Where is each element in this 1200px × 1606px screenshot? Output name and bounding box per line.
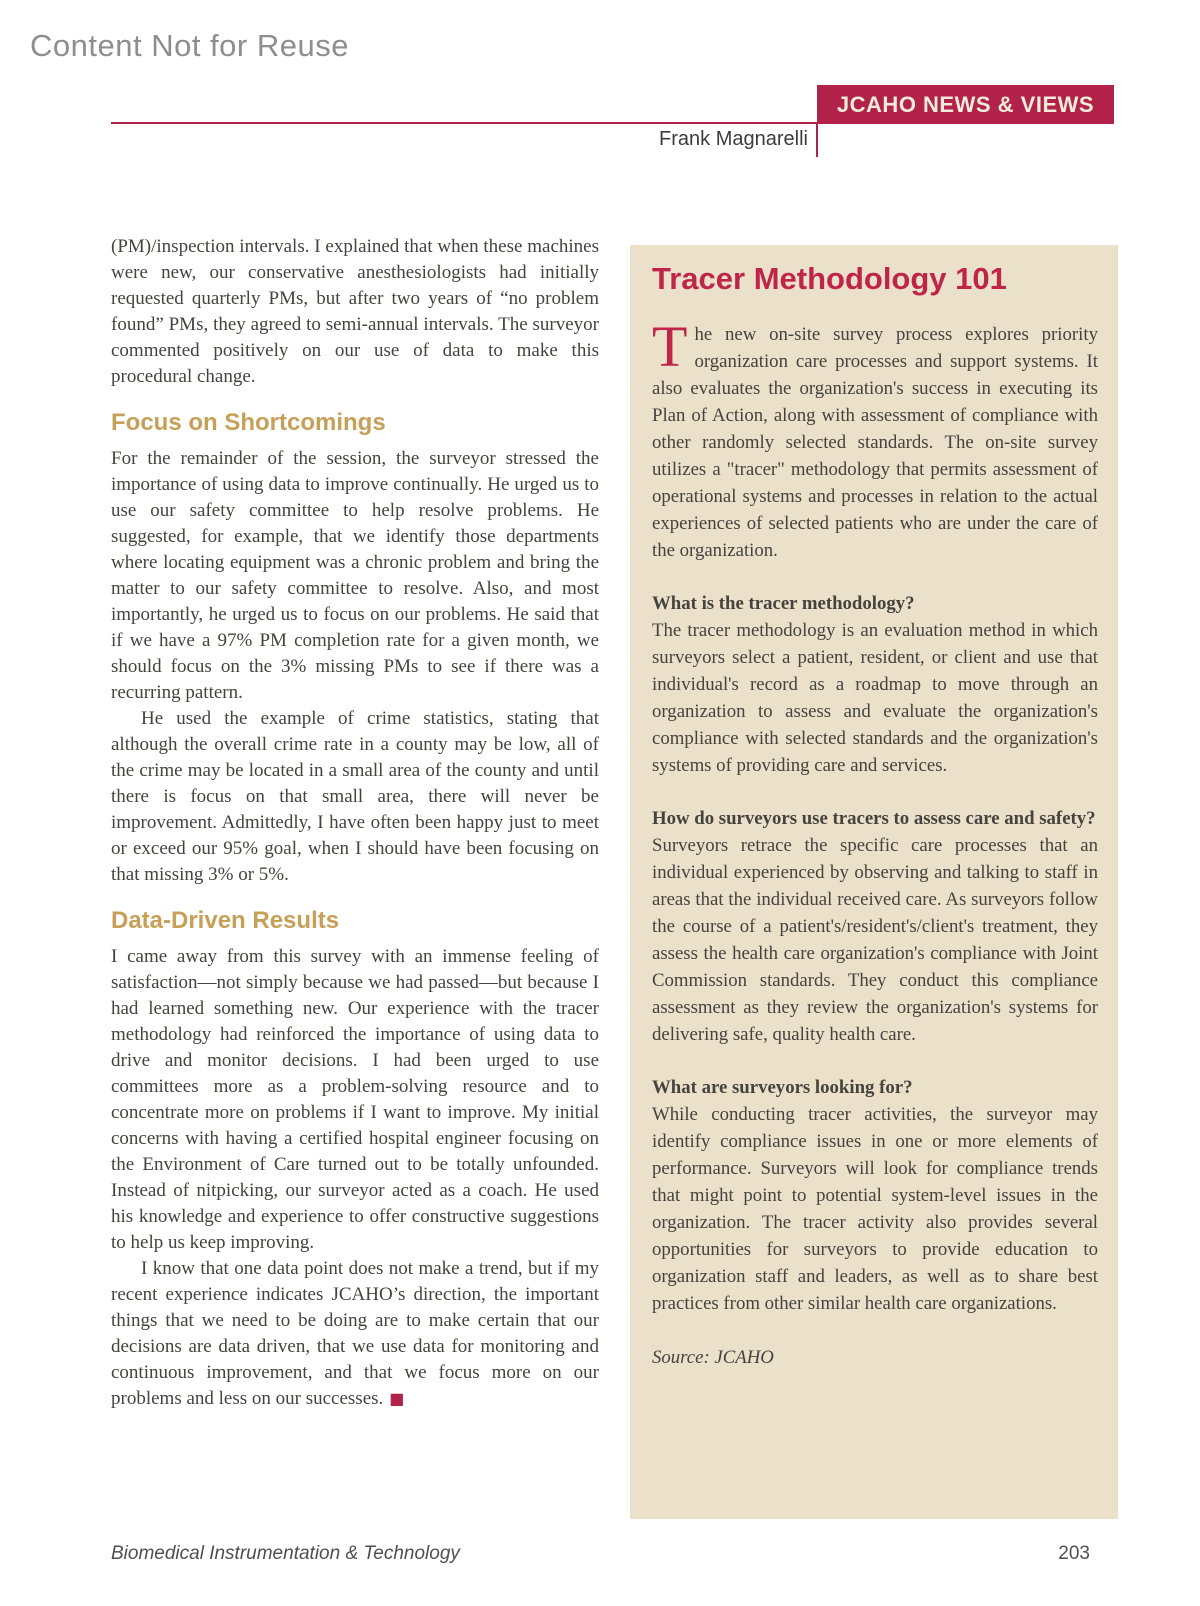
section-banner: JCAHO NEWS & VIEWS: [817, 85, 1114, 124]
heading-focus-on-shortcomings: Focus on Shortcomings: [111, 409, 386, 436]
sidebar-question-3: What are surveyors looking for?: [652, 1077, 913, 1098]
tracer-methodology-sidebar: [630, 245, 1118, 1519]
sidebar-title: Tracer Methodology 101: [652, 261, 1007, 296]
sidebar-question-1: What is the tracer methodology?: [652, 593, 915, 614]
sidebar-answer-2: Surveyors retrace the specific care processes that an individual experienced by observing and talking to staff in areas that the individual received care. As surveyors follow the course of a patient's/resident's/client's treatment, they assess the health care organization's compliance with Joint Commission standards. They conduct this compliance assessment as they review the organization's systems for delivering safe, quality health care.: [652, 835, 1098, 1045]
content-not-for-reuse-watermark: Content Not for Reuse: [30, 28, 349, 63]
drop-cap: T: [652, 314, 688, 379]
sidebar-answer-3: While conducting tracer activities, the surveyor may identify compliance issues in one or more elements of performance. Surveyors will look for compliance trends that might point to potential system-level issues in the organization. The tracer activity also provides several opportunities for surveyors to provide education to organization staff and leaders, as well as to share best practices from other similar health care organizations.: [652, 1104, 1098, 1314]
header-vertical-rule: [816, 122, 818, 157]
sidebar-answer-1: The tracer methodology is an evaluation method in which surveyors select a patient, resident, or client and use that individual's record as a roadmap to move through an organization to assess and evaluate the organization's compliance with selected standards and the organization's systems of providing care and services.: [652, 620, 1098, 776]
sidebar-intro-text: he new on-site survey process explores priority organization care processes and support systems. It also evaluates the organization's success in executing its Plan of Action, along with assessment of compliance with other randomly selected standards. The on-site survey utilizes a "tracer" methodology that permits assessment of operational systems and processes in relation to the actual experiences of selected patients who are under the care of the organization.: [652, 324, 1098, 561]
article-paragraph-intro: (PM)/inspection intervals. I explained that when these machines were new, our conservative anesthesiologists had initially requested quarterly PMs, but after two years of “no problem found” PMs, they agreed to semi-annual intervals. The surveyor commented positively on our use of data to make this procedural change.: [111, 236, 599, 387]
article-paragraph-crime-statistics: He used the example of crime statistics, stating that although the overall crime rate in a county may be low, all of the crime may be located in a small area of the county and until there is focus on that small area, there will never be improvement. Admittedly, I have often been happy just to meet or exceed our 95% goal, when I should have been focusing on that missing 3% or 5%.: [111, 708, 599, 885]
article-paragraph-shortcomings: For the remainder of the session, the surveyor stressed the importance of using data to improve continually. He urged us to use our safety committee to help resolve problems. He suggested, for example, that we identify those departments where locating equipment was a chronic problem and bring the matter to our safety committee to resolve. Also, and most importantly, he urged us to focus on our problems. He said that if we have a 97% PM completion rate for a given month, we should focus on the 3% missing PMs to see if there was a recurring pattern.: [111, 448, 599, 703]
sidebar-question-2: How do surveyors use tracers to assess care and safety?: [652, 808, 1096, 829]
end-of-article-square-icon: ■: [389, 1389, 405, 1408]
page-number: 203: [1058, 1543, 1090, 1564]
page-footer: [111, 1543, 1090, 1565]
sidebar-source-line: Source: JCAHO: [652, 1347, 774, 1368]
heading-data-driven-results: Data-Driven Results: [111, 907, 340, 934]
author-byline: Frank Magnarelli: [659, 128, 808, 150]
journal-name: Biomedical Instrumentation & Technology: [111, 1543, 460, 1564]
article-paragraph-results: I came away from this survey with an immense feeling of satisfaction—not simply because we had passed—but because I had learned something new. Our experience with the tracer methodology had reinforced the importance of using data to drive and monitor decisions. I had been urged to use committees more as a problem-solving resource and to concentrate more on problems if I want to improve. My initial concerns with having a certified hospital engineer focusing on the Environment of Care turned out to be totally unfounded. Instead of nitpicking, our surveyor acted as a coach. He used his knowledge and experience to offer constructive suggestions to help us keep improving.: [111, 946, 599, 1253]
article-paragraph-closing: [111, 1256, 599, 1412]
header-horizontal-rule: [111, 122, 817, 124]
sidebar-intro-paragraph: [652, 314, 1098, 564]
article-left-column: [111, 234, 599, 1412]
closing-text: I know that one data point does not make a trend, but if my recent experience indicates JCAHO’s direction, the important things that we need to be doing are to make certain that our decisions are data driven, that we use data for monitoring and continuous improvement, and that we focus more on our problems and less on our successes.: [111, 1258, 599, 1409]
